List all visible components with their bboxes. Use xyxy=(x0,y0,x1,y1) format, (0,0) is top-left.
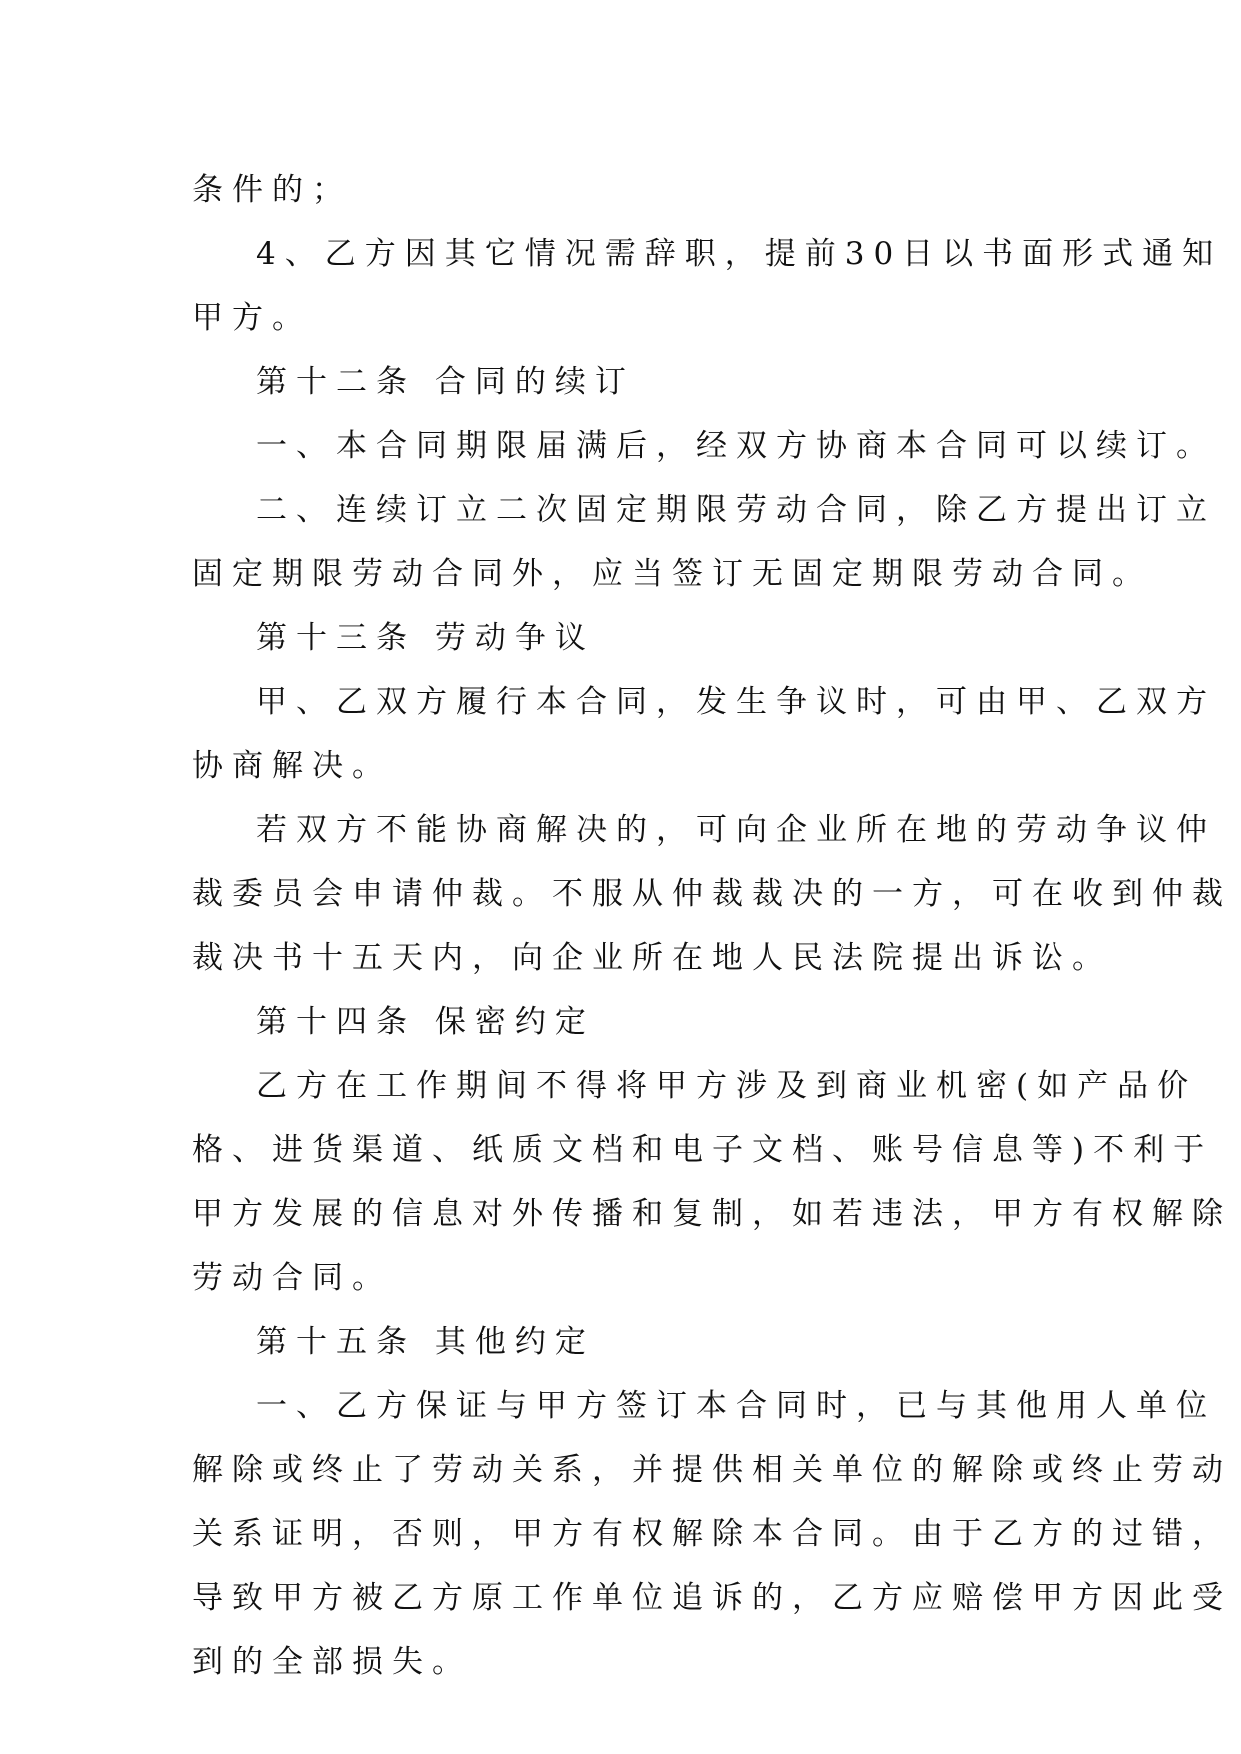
text-line: 条件的； xyxy=(192,172,352,208)
article-heading: 第十四条 保密约定 xyxy=(256,1004,595,1040)
text-line: 裁决书十五天内，向企业所在地人民法院提出诉讼。 xyxy=(192,940,1112,976)
text-line: 裁委员会申请仲裁。不服从仲裁裁决的一方，可在收到仲裁 xyxy=(192,876,1232,912)
text-line: 关系证明，否则，甲方有权解除本合同。由于乙方的过错， xyxy=(192,1516,1232,1552)
text-line: 到的全部损失。 xyxy=(192,1644,472,1680)
text-line: 固定期限劳动合同外，应当签订无固定期限劳动合同。 xyxy=(192,556,1152,592)
paragraph-start-line: 二、连续订立二次固定期限劳动合同，除乙方提出订立 xyxy=(256,492,1216,528)
paragraph-start-line: 若双方不能协商解决的，可向企业所在地的劳动争议仲 xyxy=(256,812,1216,848)
text-line: 协商解决。 xyxy=(192,748,392,784)
article-heading: 第十三条 劳动争议 xyxy=(256,620,595,656)
paragraph-start-line: 一、乙方保证与甲方签订本合同时，已与其他用人单位 xyxy=(256,1388,1216,1424)
text-line: 解除或终止了劳动关系，并提供相关单位的解除或终止劳动 xyxy=(192,1452,1232,1488)
text-line: 甲方发展的信息对外传播和复制，如若违法，甲方有权解除 xyxy=(192,1196,1232,1232)
paragraph-start-line: 一、本合同期限届满后，经双方协商本合同可以续订。 xyxy=(256,428,1216,464)
paragraph-start-line: 4、乙方因其它情况需辞职，提前30日以书面形式通知 xyxy=(256,236,1223,272)
document-body xyxy=(192,158,1232,1694)
article-heading: 第十五条 其他约定 xyxy=(256,1324,595,1360)
text-line: 格、进货渠道、纸质文档和电子文档、账号信息等)不利于 xyxy=(192,1132,1214,1168)
text-line: 甲方。 xyxy=(192,300,312,336)
text-line: 劳动合同。 xyxy=(192,1260,392,1296)
article-heading: 第十二条 合同的续订 xyxy=(256,364,635,400)
paragraph-start-line: 甲、乙双方履行本合同，发生争议时，可由甲、乙双方 xyxy=(256,684,1216,720)
paragraph-start-line: 乙方在工作期间不得将甲方涉及到商业机密(如产品价 xyxy=(256,1068,1198,1104)
text-line: 导致甲方被乙方原工作单位追诉的，乙方应赔偿甲方因此受 xyxy=(192,1580,1232,1616)
